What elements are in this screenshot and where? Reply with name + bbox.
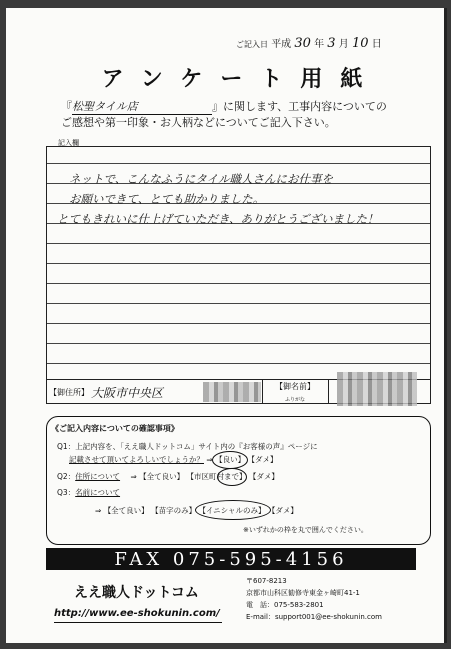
arrow: ⇒ [206, 455, 213, 464]
q1-text-a: 上記内容を、「ええ職人ドットコム」サイト内の『お客様の声』ページに [75, 442, 318, 451]
ruled-line [47, 263, 430, 264]
q1-line-a [57, 441, 318, 452]
date-day: 10 [351, 36, 369, 51]
name-label-cell [262, 380, 329, 404]
address-value: 大阪市中央区 [91, 385, 164, 400]
address-cell [47, 380, 263, 404]
form-title: アンケート用紙 [101, 67, 381, 92]
q3-text: 名前について [75, 488, 121, 497]
confirm-title: 《ご記入内容についての確認事項》 [51, 424, 179, 433]
date-year-suffix: 年 [314, 39, 325, 50]
ruled-line [47, 283, 430, 284]
ruled-line [47, 323, 430, 324]
q1-yes-option [215, 455, 245, 464]
redacted-address [203, 382, 261, 402]
fax-banner: FAX 075-595-4156 [46, 548, 416, 570]
q3-opt3-option [198, 506, 265, 515]
email-label: E-mail： [246, 613, 275, 621]
date-day-suffix: 日 [371, 39, 382, 50]
q1-line-b [69, 454, 277, 465]
address-name-row [47, 379, 430, 404]
intro-line-1 [61, 98, 387, 115]
q3-opt1: 【全て良い】 [103, 506, 149, 515]
date-month-suffix: 月 [338, 39, 349, 50]
ruled-line [47, 303, 430, 304]
entry-label: 記入欄 [58, 139, 79, 147]
intro-line-2: ご感想や第一印象・お人柄などについてご記入下さい。 [61, 116, 336, 129]
phone-label: 電 話： [246, 601, 274, 609]
furigana-label: ふりがな [284, 397, 305, 403]
q3-opt4: 【ダメ】 [267, 506, 298, 515]
redacted-name [337, 372, 417, 406]
q2-line [57, 471, 279, 482]
ruled-line [47, 243, 430, 244]
ruled-line [47, 363, 430, 364]
email-line [246, 612, 382, 622]
date-label: ご記入日 [236, 40, 268, 49]
survey-form-sheet [6, 8, 447, 643]
date-era: 平成 [271, 39, 292, 50]
q3-options [95, 505, 298, 516]
comment-line-3: とてもきれいに仕上げていただき、ありがとうございました！ [57, 212, 379, 226]
entry-date [236, 35, 382, 51]
q3-label: Q3： [57, 488, 76, 497]
name-label: 【御名前】 [275, 382, 315, 391]
open-bracket: 『 [61, 100, 72, 113]
q2-text: 住所について [75, 472, 121, 481]
ruled-line [47, 163, 430, 164]
email-address[interactable]: support001@ee-shokunin.com [274, 613, 382, 621]
selection-circle [195, 500, 271, 520]
website-url[interactable]: http://www.ee-shokunin.com/ [54, 608, 220, 619]
selection-circle [212, 451, 248, 469]
brand-name: ええ職人ドットコム [74, 585, 199, 601]
comment-line-2: お願いできて、とても助かりました。 [69, 192, 265, 206]
q1-yes: 【良い】 [215, 455, 246, 464]
phone-number: 075-583-2801 [274, 601, 324, 609]
q2-label: Q2： [57, 472, 76, 481]
phone-line [246, 600, 324, 610]
address-label: 【御住所】 [49, 387, 89, 397]
date-year: 30 [294, 36, 311, 51]
postal-code: 〒607-8213 [246, 577, 287, 585]
entry-box [46, 146, 431, 404]
q1-text-b: 記載させて頂いてよろしいでしょうか？ [69, 455, 204, 464]
url-underline [54, 622, 222, 623]
q2-opt3: 【ダメ】 [248, 472, 279, 481]
arrow: ⇒ [130, 472, 137, 481]
arrow: ⇒ [95, 506, 102, 515]
confirm-note: ※いずれかの枠を丸で囲んでください。 [243, 526, 368, 534]
q3-opt2: 【苗字のみ】 [151, 506, 197, 515]
street-address: 京都市山科区勧修寺東金ヶ崎町41-1 [246, 589, 360, 597]
q1-label: Q1： [57, 442, 76, 451]
date-month: 3 [327, 36, 336, 51]
q2-opt2: 【市区町村まで】 [186, 472, 247, 481]
close-bracket: 』 [212, 100, 223, 113]
shop-name: 松聖タイル店 [72, 98, 212, 115]
q2-opt1: 【全て良い】 [139, 472, 185, 481]
comment-line-1: ネットで、こんなふうにタイル職人さんにお仕事を [69, 172, 334, 186]
q3-line [57, 487, 120, 498]
intro-line-1-rest: に関します、工事内容についての [223, 100, 387, 113]
ruled-line [47, 343, 430, 344]
q2-opt2-option [187, 472, 247, 481]
confirmation-box [46, 416, 431, 545]
q3-opt3: 【イニシャルのみ】 [198, 506, 266, 515]
q1-no: 【ダメ】 [247, 455, 278, 464]
selection-circle [217, 468, 247, 486]
